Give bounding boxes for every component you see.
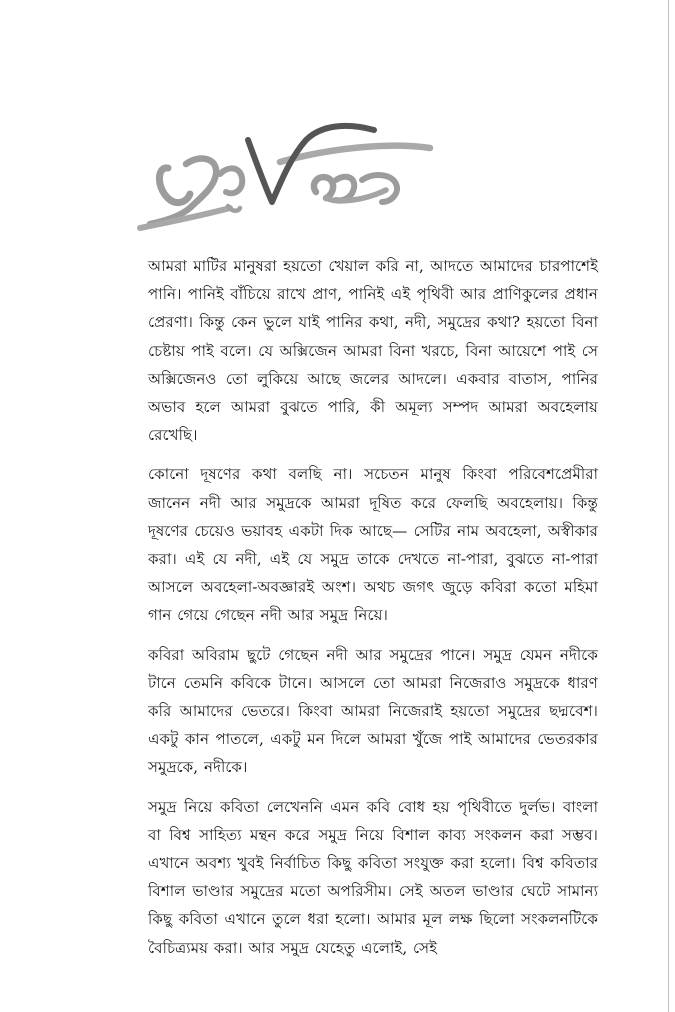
paragraph-1: আমরা মাটির মানুষরা হয়তো খেয়াল করি না, আদতে আমাদের চারপাশেই পানি। পানিই বাঁচিয়ে রাখে প্রাণ, পানিই এই পৃথিবী আর প্রাণিকুলের প্রধান প্রেরণা। কিন্তু কেন ভুলে যাই পানির কথা, নদী, সমুদ্রের কথা? হয়তো বিনা চেষ্টায় পাই বলে। যে অক্সিজেন আমরা বিনা খরচে, বিনা আয়েশে পাই সে অক্সিজেনও তো লুকিয়ে আছে জলের আদলে। একবার বাতাস, পানির অভাব হলে আমরা বুঝতে পারি, কী অমূল্য সম্পদ আমরা অবহেলায় রেখেছি।	[148, 257, 598, 445]
page-edge-line	[668, 0, 669, 1012]
title-calligraphy	[130, 118, 450, 238]
paragraph-4: সমুদ্র নিয়ে কবিতা লেখেননি এমন কবি বোধ হয় পৃথিবীতে দুর্লভ। বাংলা বা বিশ্ব সাহিত্য মন্থন করে সমুদ্র নিয়ে বিশাল কাব্য সংকলন করা সম্ভব। এখানে অবশ্য খুবই নির্বাচিত কিছু কবিতা সংযুক্ত করা হলো। বিশ্ব কবিতার বিশাল ভাণ্ডার সমুদ্রের মতো অপরিসীম। সেই অতল ভাণ্ডার ঘেটে সামান্য কিছু কবিতা এখানে তুলে ধরা হলো। আমার মূল লক্ষ ছিলো সংকলনটিকে বৈচিত্র্যময় করা। আর সমুদ্র যেহেতু এলোই, সেই	[148, 797, 598, 957]
preface-body	[148, 252, 598, 973]
paragraph-3: কবিরা অবিরাম ছুটে গেছেন নদী আর সমুদ্রের পানে। সমুদ্র যেমন নদীকে টানে তেমনি কবিকে টানে। আসলে তো আমরা নিজেরাও সমুদ্রকে ধারণ করি আমাদের ভেতরে। কিংবা আমরা নিজেরাই হয়তো সমুদ্রের ছদ্মবেশ। একটু কান পাতলে, একটু মন দিলে আমরা খুঁজে পাই আমাদের ভেতরকার সমুদ্রকে, নদীকে।	[148, 645, 598, 777]
paragraph-2: কোনো দূষণের কথা বলছি না। সচেতন মানুষ কিংবা পরিবেশপ্রেমীরা জানেন নদী আর সমুদ্রকে আমরা দূষিত করে ফেলছি অবহেলায়। কিন্তু দূষণের চেয়েও ভয়াবহ একটা দিক আছে— সেটির নাম অবহেলা, অস্বীকার করা। এই যে নদী, এই যে সমুদ্র তাকে দেখতে না-পারা, বুঝতে না-পারা আসলে অবহেলা-অবজ্ঞারই অংশ। অথচ জগৎ জুড়ে কবিরা কতো মহিমা গান গেয়ে গেছেন নদী আর সমুদ্র নিয়ে।	[148, 465, 598, 625]
